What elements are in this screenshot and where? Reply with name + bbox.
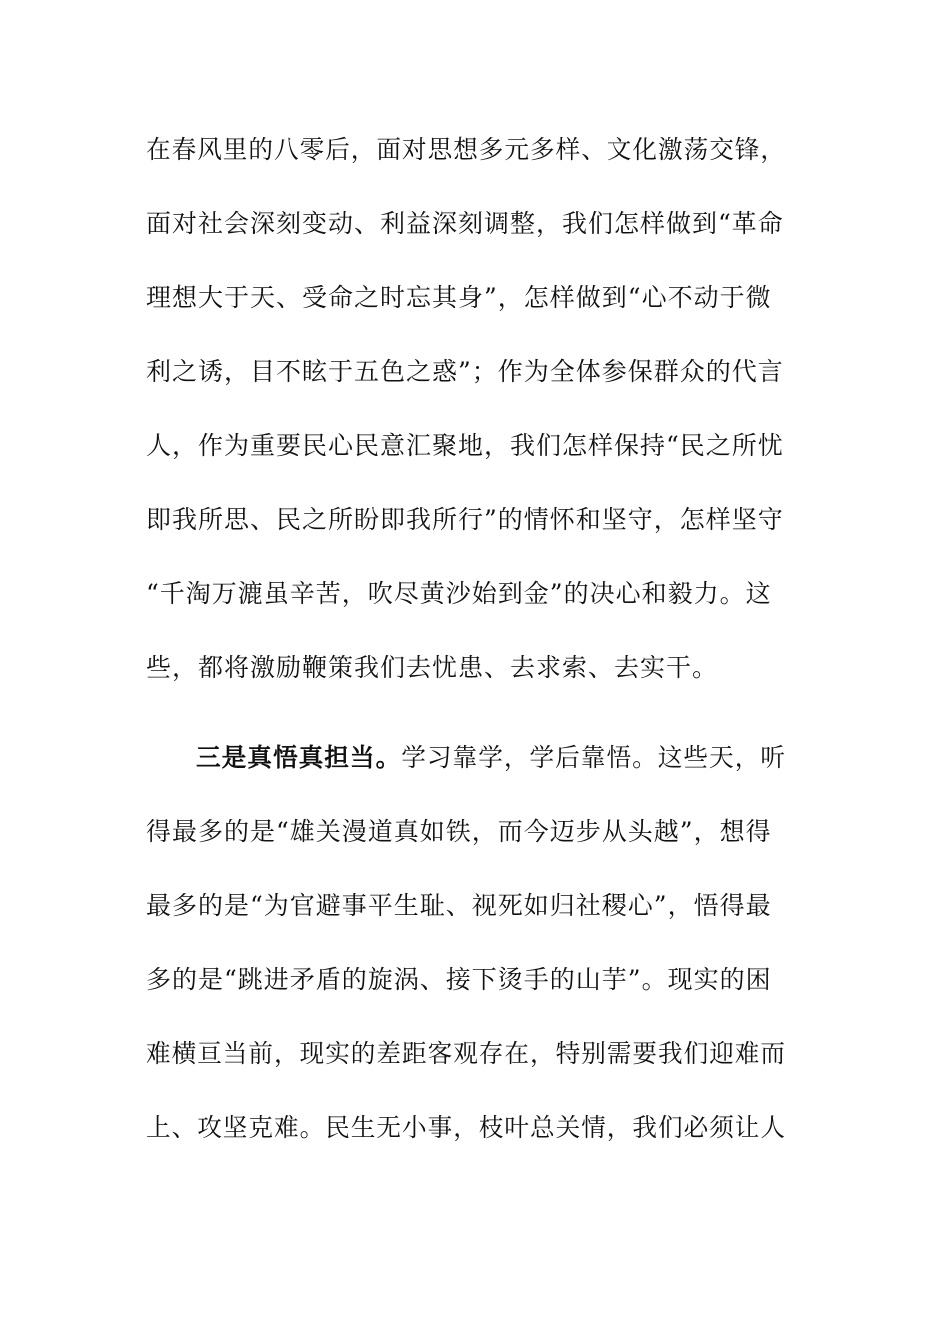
paragraph-2-line-4: 多的是“跳进矛盾的旋涡、接下烫手的山芋”。现实的困 bbox=[146, 965, 772, 994]
paragraph-2-line-2: 得最多的是“雄关漫道真如铁，而今迈步从头越”，想得 bbox=[146, 817, 772, 846]
paragraph-1-line-6: 即我所思、民之所盼即我所行”的情怀和坚守，怎样坚守 bbox=[146, 505, 784, 534]
paragraph-2-line-6: 上、攻坚克难。民生无小事，枝叶总关情，我们必须让人 bbox=[146, 1113, 787, 1142]
paragraph-1-line-7: “千淘万漉虽辛苦，吹尽黄沙始到金”的决心和毅力。这 bbox=[146, 579, 772, 608]
paragraph-2-line-3: 最多的是“为官避事平生耻、视死如归社稷心”，悟得最 bbox=[146, 891, 772, 920]
paragraph-1-line-5: 人，作为重要民心民意汇聚地，我们怎样保持“民之所忧 bbox=[146, 431, 784, 460]
paragraph-1-line-3: 理想大于天、受命之时忘其身”，怎样做到“心不动于微 bbox=[146, 283, 772, 312]
paragraph-1-line-1: 在春风里的八零后，面对思想多元多样、文化激荡交锋， bbox=[146, 135, 787, 164]
paragraph-2-line-5: 难横亘当前，现实的差距客观存在，特别需要我们迎难而 bbox=[146, 1039, 787, 1068]
paragraph-1-line-8: 些，都将激励鞭策我们去忧患、去求索、去实干。 bbox=[146, 653, 719, 682]
paragraph-2-line-1 bbox=[196, 743, 786, 773]
paragraph-2-first-line-rest: 学习靠学，学后靠悟。这些天，听 bbox=[401, 743, 787, 772]
paragraph-1-line-2: 面对社会深刻变动、利益深刻调整，我们怎样做到“革命 bbox=[146, 209, 784, 238]
paragraph-1-line-4: 利之诱，目不眩于五色之惑”；作为全体参保群众的代言 bbox=[146, 357, 784, 386]
paragraph-2-heading: 三是真悟真担当。 bbox=[196, 743, 402, 772]
